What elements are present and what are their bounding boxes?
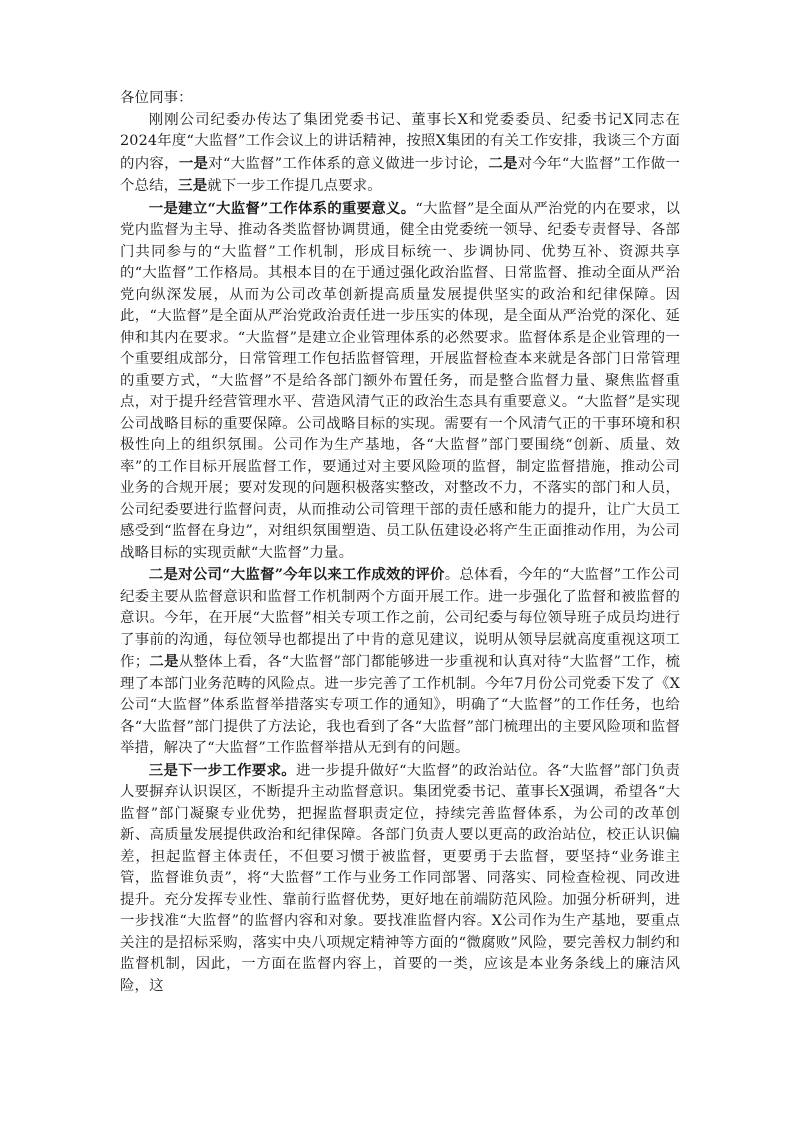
intro-bold-2: 二是	[488, 154, 518, 172]
paragraph-intro	[120, 110, 680, 198]
salutation: 各位同事：	[120, 90, 193, 106]
section-1-heading: 一是建立“大监督”工作体系的重要意义。	[148, 199, 416, 217]
section-2-bold-1: 二是	[149, 653, 179, 670]
paragraph-section-3	[120, 760, 680, 998]
intro-text-1: 刚刚公司纪委办传达了集团党委书记、董事长X和党委委员、纪委书记X同志在2024年度“大监督”工作会议上的讲话精神，按照X集团的有关工作安排，我谈三个方面的内容，	[120, 111, 680, 172]
section-2-heading: 二是对公司“大监督”今年以来工作成效的评价	[148, 566, 445, 583]
intro-text-4: 就下一步工作提几点要求。	[207, 178, 382, 194]
paragraph-section-2	[120, 564, 680, 760]
paragraph-section-1	[120, 198, 680, 565]
section-3-body: 进一步提升做好“大监督”的政治站位。各“大监督”部门负责人要摒弃认识误区，不断提升主动监督意识。集团党委书记、董事长X强调，希望各“大监督”部门凝聚专业优势，把握监督职责定位，持续完善监督体系，为公司的改革创新、高质量发展提供政治和纪律保障。各部门负责人要以更高的政治站位，校正认识偏差，担起监督主体责任，不但要习惯于被监督，更要勇于去监督，要坚持“业务谁主管，监督谁负责”，将“大监督”工作与业务工作同部署、同落实、同检查检视、同改进提升。充分发挥专业性、靠前行监督优势，更好地在前端防范风险。加强分析研判，进一步找准“大监督”的监督内容和对象。要找准监督内容。X公司作为生产基地，要重点关注的是招标采购，落实中央八项规定精神等方面的“微腐败”风险，要完善权力制约和监督机制，因此，一方面在监督内容上，首要的一类，应该是本业务条线上的廉洁风险，这	[120, 762, 680, 994]
intro-text-3: 对今年“大监督”工作做一个总结，	[120, 155, 680, 194]
intro-bold-1: 一是	[178, 154, 209, 172]
section-3-heading: 三是下一步工作要求。	[148, 761, 297, 779]
section-2-text-2: 从整体上看，各“大监督”部门都能够进一步重视和认真对待“大监督”工作，梳理了本部门业务范畴的风险点。进一步完善了工作机制。今年7月份公司党委下发了《X公司“大监督”体系监督举措落实专项工作的通知》，明确了“大监督”的工作任务，也给各“大监督”部门提供了方法论，我也看到了各“大监督”部门梳理出的主要风险项和监督举措，解决了“大监督”工作监督举措从无到有的问题。	[120, 654, 680, 756]
intro-bold-3: 三是	[178, 177, 208, 194]
section-1-body: “大监督”是全面从严治党的内在要求，以党内监督为主导、推动各类监督协调贯通，健全由党委统一领导、纪委专责督导、各部门共同参与的“大监督”工作机制，形成目标统一、步调协同、优势互补、资源共享的“大监督”工作格局。其根本目的在于通过强化政治监督、日常监督、推动全面从严治党向纵深发展，从而为公司改革创新提高质量发展提供坚实的政治和纪律保障。因此，“大监督”是全面从严治党政治责任进一步压实的体现，是全面从严治党的深化、延伸和其内在要求。“大监督”是建立企业管理体系的必然要求。监督体系是企业管理的一个重要组成部分，日常管理工作包括监督管理，开展监督检查本来就是各部门日常管理的重要方式，“大监督”不是给各部门额外布置任务，而是整合监督力量、聚焦监督重点，对于提升经营管理水平、营造风清气正的政治生态具有重要意义。“大监督”是实现公司战略目标的重要保障。公司战略目标的实现。需要有一个风清气正的干事环境和积极性向上的组织氛围。公司作为生产基地，各“大监督”部门要围绕“创新、质量、效率”的工作目标开展监督工作，要通过对主要风险项的监督，制定监督措施，推动公司业务的合规开展；要对发现的问题积极落实整改，对整改不力，不落实的部门和人员，公司纪委要进行监督问责，从而推动公司管理干部的责任感和能力的提升，让广大员工感受到“监督在身边”，对组织氛围塑造、员工队伍建设必将产生正面推动作用，为公司战略目标的实现贡献“大监督”力量。	[120, 200, 680, 561]
document-body	[120, 88, 680, 997]
section-2-text-1: 。总体看，今年的“大监督”工作公司纪委主要从监督意识和监督工作机制两个方面开展工作。进一步强化了监督和被监督的意识。今年，在开展“大监督”相关专项工作之前，公司纪委与每位领导班子成员均进行了事前的沟通，每位领导也都提出了中肯的意见建议，说明从领导层就高度重视这项工作；	[120, 567, 680, 670]
intro-text-2: 对“大监督”工作体系的意义做进一步讨论，	[208, 155, 489, 172]
